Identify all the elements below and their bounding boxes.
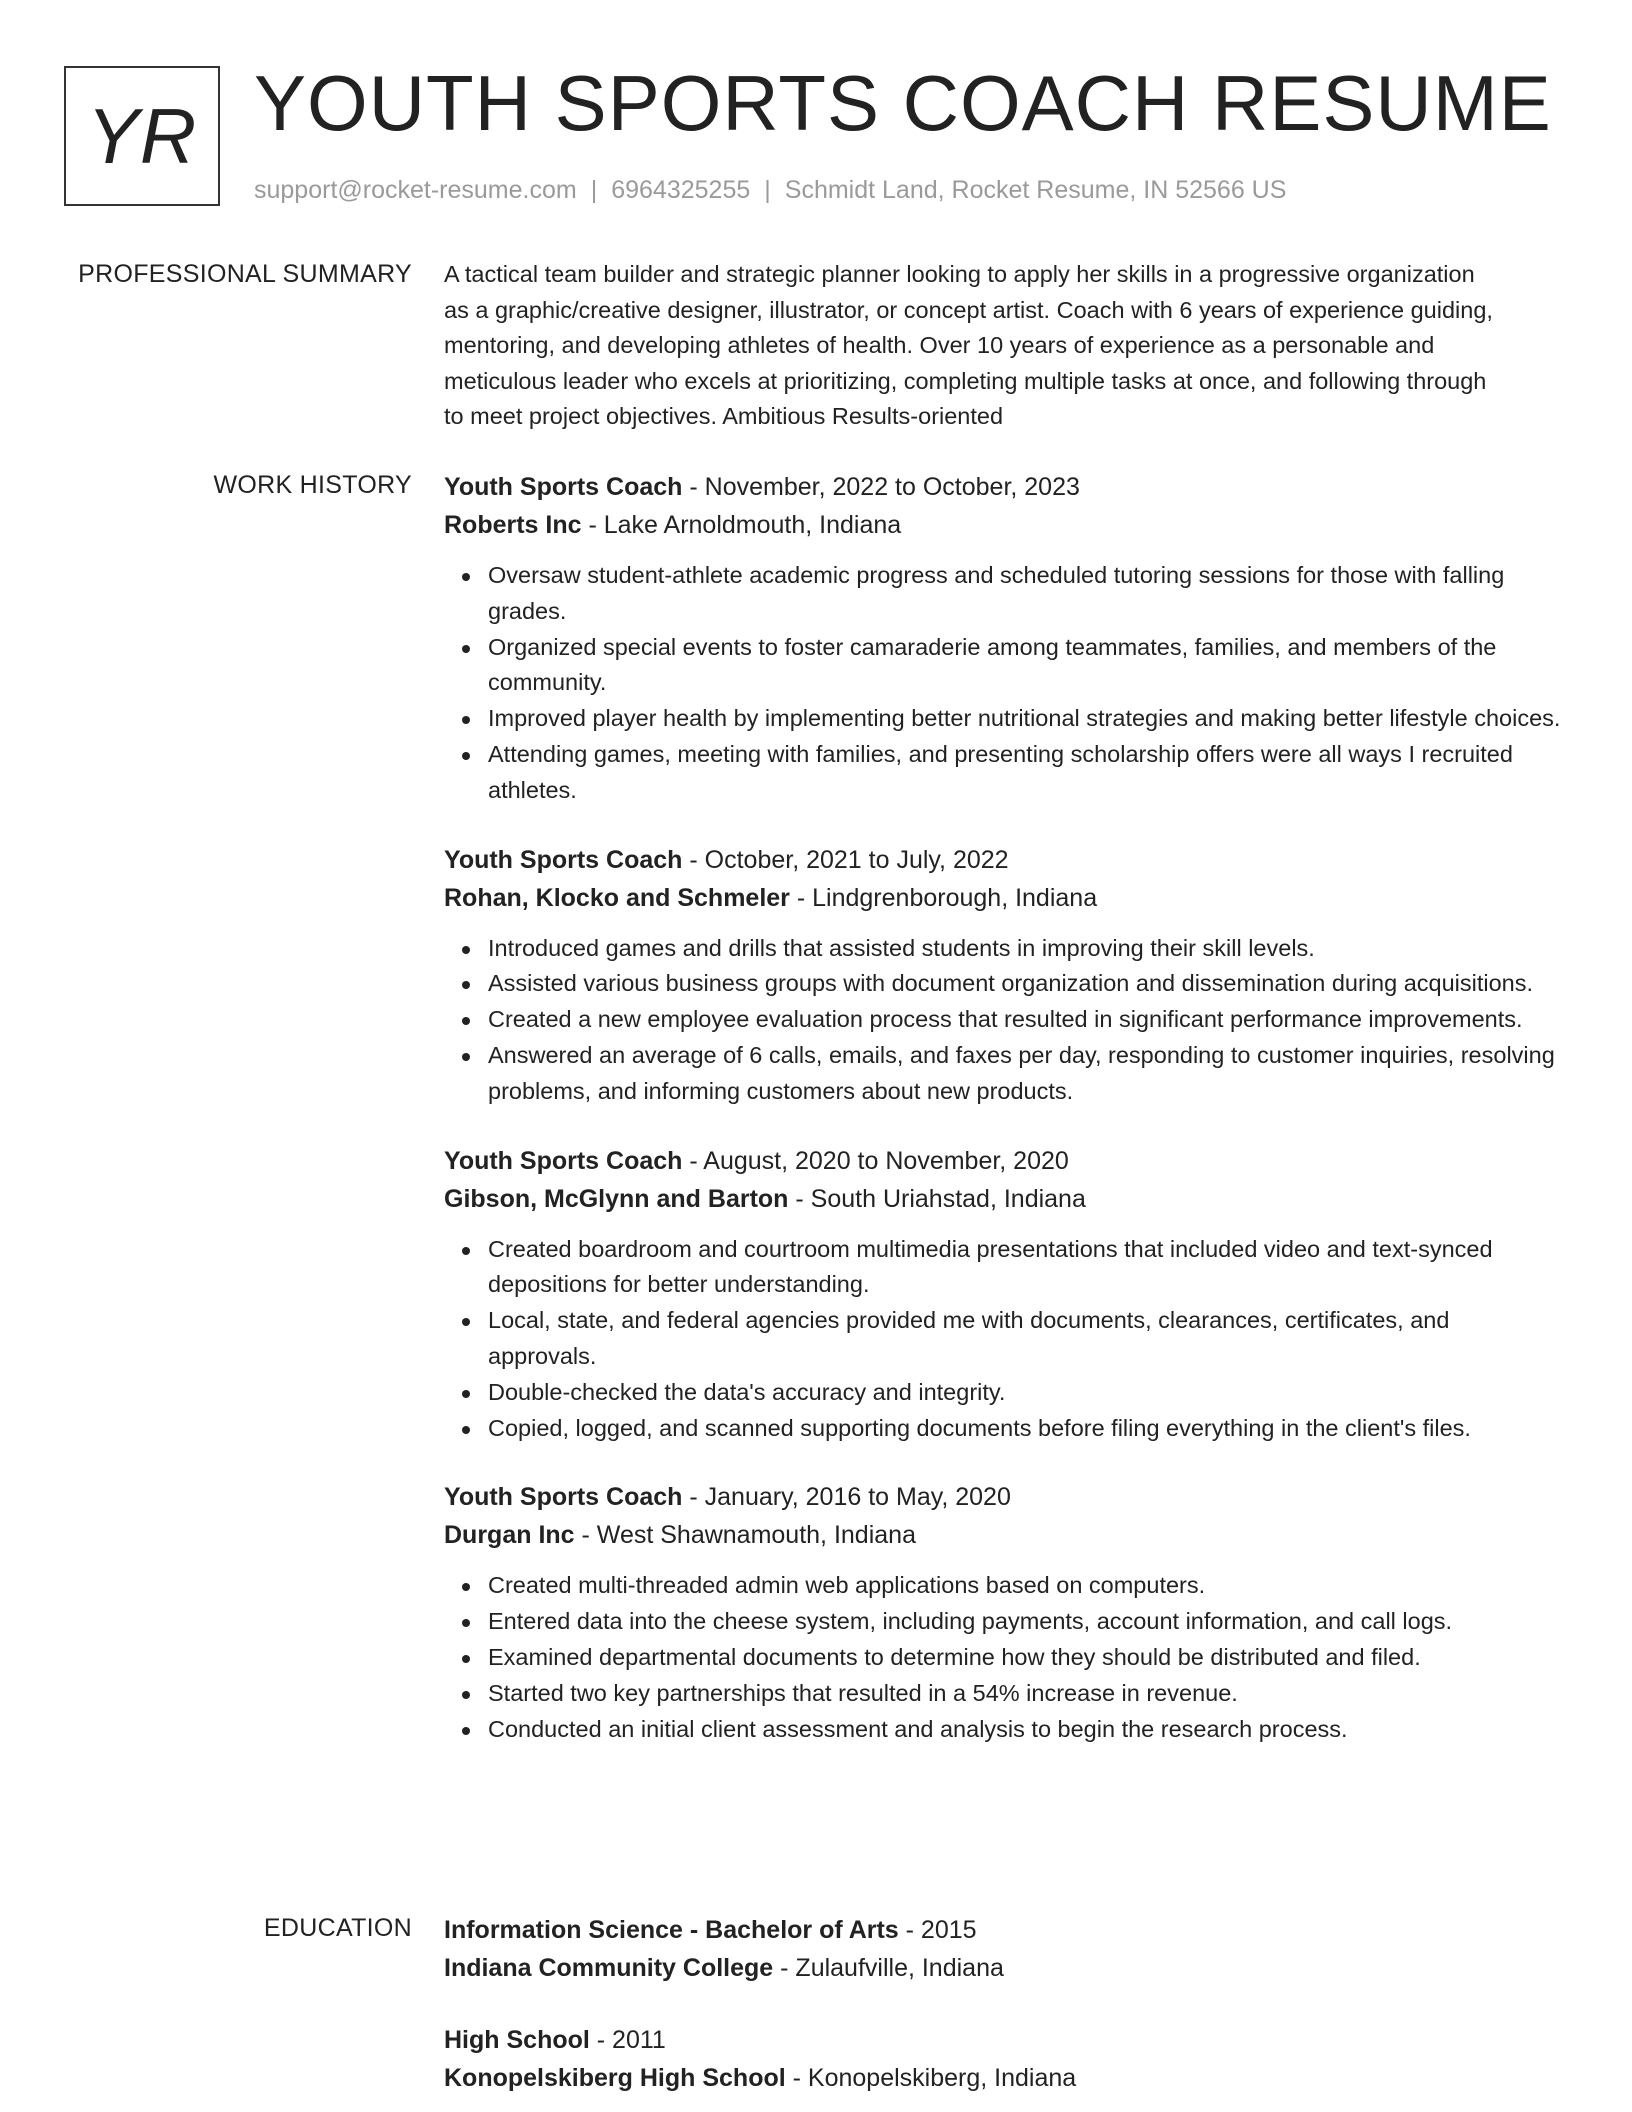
- education-location: - Zulaufville, Indiana: [773, 1954, 1004, 1982]
- section-label-work-history: WORK HISTORY: [213, 471, 412, 499]
- education-year: - 2011: [589, 2026, 666, 2054]
- job-bullet: Conducted an initial client assessment and analysis to begin the research process.: [488, 1712, 1564, 1748]
- separator: |: [590, 176, 598, 204]
- job-bullet: Examined departmental documents to determine how they should be distributed and filed.: [488, 1640, 1564, 1676]
- summary-body: [444, 257, 1564, 435]
- job-bullet: Attending games, meeting with families, and presenting scholarship offers were all ways I recruited athletes.: [488, 737, 1564, 809]
- phone-text: 6964325255: [611, 176, 751, 204]
- section-label-summary: PROFESSIONAL SUMMARY: [78, 260, 412, 288]
- email-text: support@rocket-resume.com: [254, 176, 577, 204]
- job-location: - Lindgrenborough, Indiana: [789, 883, 1098, 912]
- job-location: - Lake Arnoldmouth, Indiana: [581, 511, 902, 539]
- job-company: Roberts Inc: [444, 511, 582, 539]
- job-company-line: [444, 879, 1564, 917]
- job-bullet: Local, state, and federal agencies provided me with documents, clearances, certificates, and approvals.: [488, 1303, 1564, 1375]
- job-entry: [444, 468, 1564, 809]
- job-company-line: [444, 1516, 1564, 1554]
- education-degree-line: [444, 2021, 1564, 2059]
- job-bullet: Introduced games and drills that assisted students in improving their skill levels.: [488, 931, 1564, 967]
- job-title-line: [444, 468, 1564, 506]
- job-bullets: [444, 931, 1564, 1110]
- job-bullet: Created multi-threaded admin web applications based on computers.: [488, 1568, 1564, 1604]
- job-bullet: Copied, logged, and scanned supporting documents before filing everything in the client's files.: [488, 1411, 1564, 1447]
- education-school: Indiana Community College: [444, 1954, 774, 1982]
- job-bullet: Created boardroom and courtroom multimedia presentations that included video and text-synced depositions for better understanding.: [488, 1232, 1564, 1304]
- job-title-line: [444, 1478, 1564, 1516]
- job-dates: - October, 2021 to July, 2022: [682, 845, 1009, 874]
- job-title: Youth Sports Coach: [444, 1483, 683, 1512]
- education-entry: [444, 1911, 1564, 1987]
- education-school-line: [444, 1949, 1564, 1987]
- job-entry: [444, 1478, 1564, 1747]
- job-title: Youth Sports Coach: [444, 473, 683, 501]
- job-bullet: Oversaw student-athlete academic progress and scheduled tutoring sessions for those with falling grades.: [488, 558, 1564, 630]
- summary-line: A tactical team builder and strategic planner looking to apply her skills in a progressive organization: [444, 261, 1475, 287]
- summary-line: as a graphic/creative designer, illustrator, or concept artist. Coach with 6 years of experience guiding,: [444, 296, 1493, 323]
- job-location: - South Uriahstad, Indiana: [788, 1184, 1086, 1213]
- education-degree: Information Science - Bachelor of Arts: [444, 1916, 899, 1944]
- job-bullets: [444, 558, 1564, 809]
- job-bullets: [444, 1568, 1564, 1747]
- job-company-line: [444, 506, 1564, 544]
- address-text: Schmidt Land, Rocket Resume, IN 52566 US: [784, 176, 1287, 204]
- job-bullet: Assisted various business groups with document organization and dissemination during acquisitions.: [488, 966, 1564, 1002]
- job-bullet: Organized special events to foster camaraderie among teammates, families, and members of the community.: [488, 630, 1564, 702]
- job-company-line: [444, 1180, 1564, 1218]
- job-bullet: Answered an average of 6 calls, emails, and faxes per day, responding to customer inquiries, resolving problems, and informing customers about new products.: [488, 1038, 1564, 1110]
- job-title-line: [444, 841, 1564, 879]
- job-dates: - August, 2020 to November, 2020: [682, 1146, 1069, 1175]
- education-year: - 2015: [898, 1916, 977, 1944]
- summary-line: meticulous leader who excels at prioritizing, completing multiple tasks at once, and following through: [444, 367, 1487, 394]
- job-title-line: [444, 1142, 1564, 1180]
- job-company: Gibson, McGlynn and Barton: [444, 1184, 789, 1213]
- education-school-line: [444, 2059, 1564, 2097]
- education-body: [444, 1911, 1564, 2097]
- education-degree-line: [444, 1911, 1564, 1949]
- monogram: YR: [64, 66, 220, 206]
- separator: |: [764, 176, 771, 204]
- page-title: YOUTH SPORTS COACH RESUME: [254, 59, 1552, 147]
- summary-line: to meet project objectives. Ambitious Results-oriented: [444, 403, 1004, 430]
- job-title: Youth Sports Coach: [444, 845, 683, 874]
- education-entry: [444, 2021, 1564, 2097]
- work-history-body: [444, 468, 1564, 1747]
- job-title: Youth Sports Coach: [444, 1146, 683, 1175]
- job-bullets: [444, 1232, 1564, 1447]
- job-bullet: Entered data into the cheese system, including payments, account information, and call logs.: [488, 1604, 1564, 1640]
- job-bullet: Double-checked the data's accuracy and integrity.: [488, 1375, 1564, 1411]
- summary-line: mentoring, and developing athletes of health. Over 10 years of experience as a personable and: [444, 332, 1435, 359]
- job-entry: [444, 841, 1564, 1110]
- job-dates: - January, 2016 to May, 2020: [682, 1483, 1011, 1512]
- job-company: Durgan Inc: [444, 1521, 575, 1550]
- education-location: - Konopelskiberg, Indiana: [785, 2064, 1077, 2092]
- job-location: - West Shawnamouth, Indiana: [574, 1521, 916, 1550]
- job-bullet: Created a new employee evaluation process that resulted in significant performance improvements.: [488, 1002, 1564, 1038]
- job-dates: - November, 2022 to October, 2023: [682, 473, 1080, 501]
- education-degree: High School: [444, 2026, 590, 2054]
- contact-line: [254, 174, 1286, 206]
- summary-text: [444, 257, 1564, 435]
- section-label-education: EDUCATION: [263, 1914, 412, 1942]
- job-bullet: Improved player health by implementing better nutritional strategies and making better lifestyle choices.: [488, 701, 1564, 737]
- job-bullet: Started two key partnerships that resulted in a 54% increase in revenue.: [488, 1676, 1564, 1712]
- job-entry: [444, 1142, 1564, 1447]
- education-school: Konopelskiberg High School: [444, 2064, 786, 2092]
- job-company: Rohan, Klocko and Schmeler: [444, 883, 790, 912]
